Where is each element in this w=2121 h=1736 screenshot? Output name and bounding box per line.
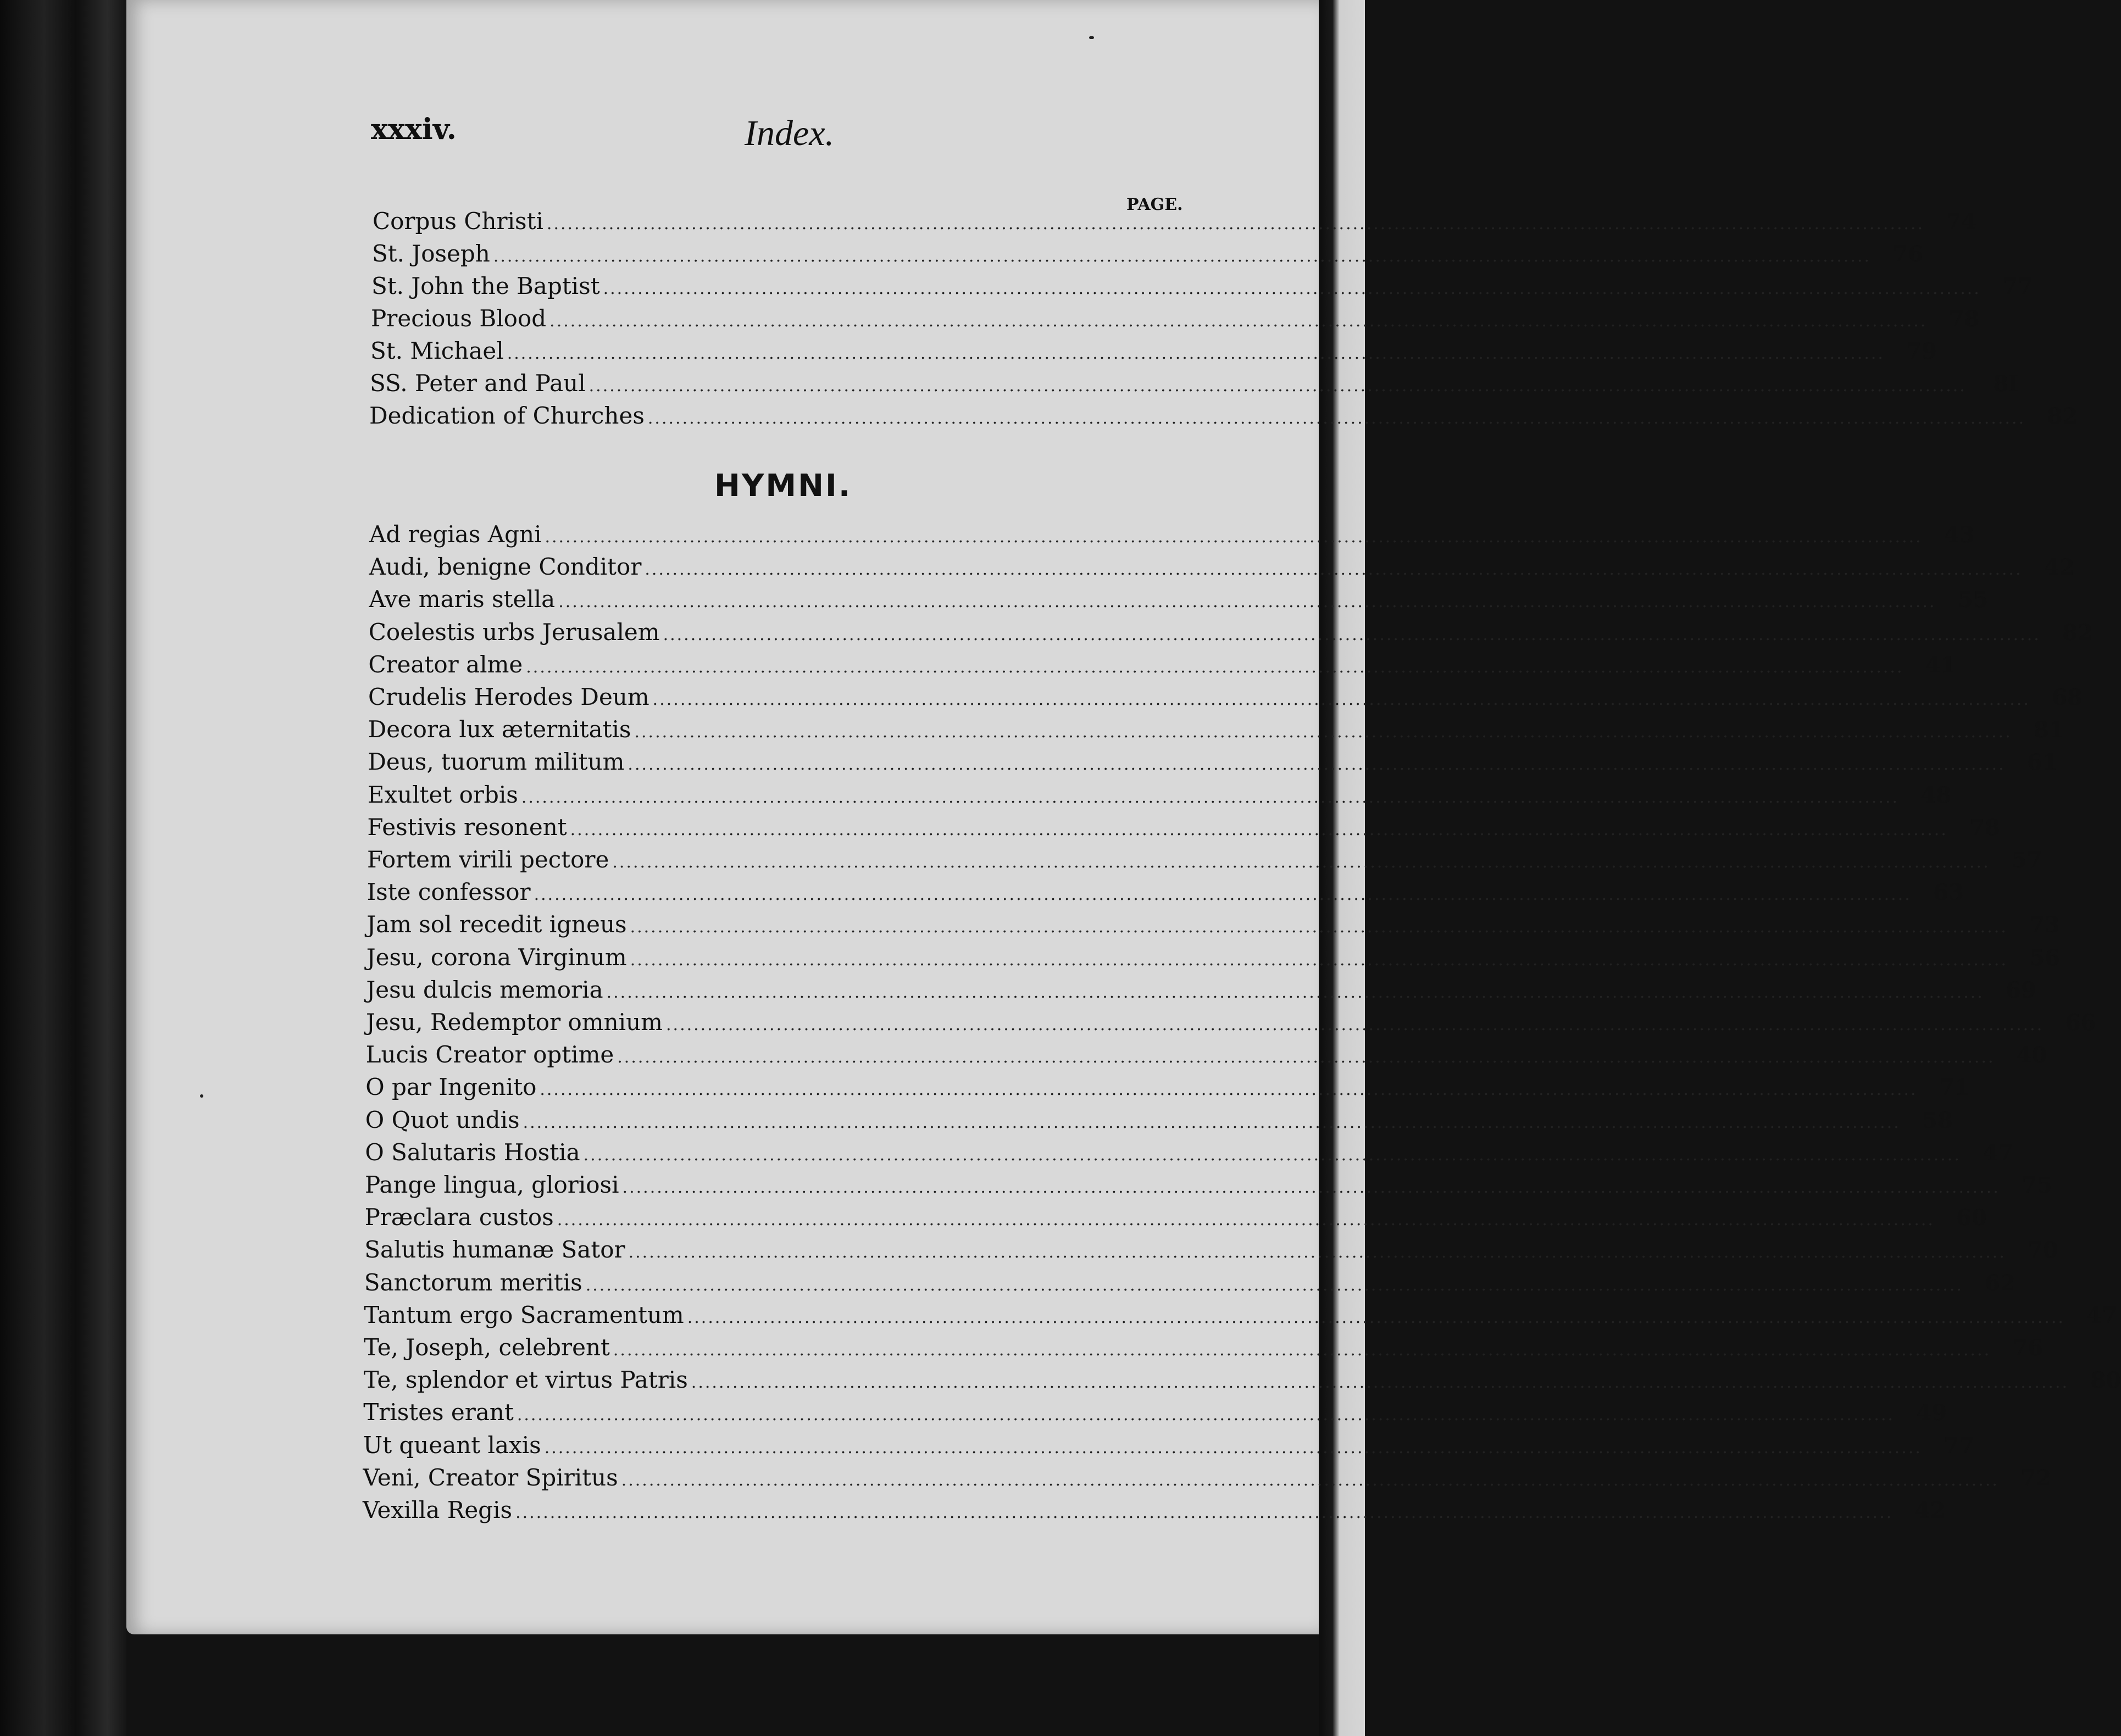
entry-page-number: 47 <box>1983 1139 2013 1166</box>
entry-title: Iste confessor <box>367 878 531 906</box>
index-entry <box>371 272 2033 305</box>
dot-leader: ........................................................................................................................................................................................................ <box>666 1015 2044 1034</box>
entry-title: Dedication of Churches <box>369 402 645 429</box>
entry-page-number: 79 <box>1906 338 1937 364</box>
entry-title: Lucis Creator optime <box>365 1041 614 1069</box>
hymni-heading: HYMNI. <box>714 468 852 504</box>
index-entry <box>366 943 2060 977</box>
entry-page-number: 48 <box>1920 782 1952 808</box>
index-entry <box>365 1138 2013 1172</box>
entry-page-number: 69 <box>2006 977 2036 1003</box>
index-entry <box>364 1301 2117 1334</box>
dot-leader: ........................................................................................................................................................................................................ <box>621 1470 1999 1490</box>
entry-page-number: 78 <box>1969 814 2000 841</box>
entry-page-number: 72 <box>2020 1465 2051 1491</box>
entry-title: Deus, tuorum militum <box>368 748 625 776</box>
entry-title: Vexilla Regis <box>363 1496 513 1523</box>
entry-title: Exultet orbis <box>367 781 518 808</box>
index-entry <box>371 305 1980 338</box>
dot-leader: ........................................................................................................................................................................................................ <box>645 560 2023 580</box>
index-entry <box>365 1041 2047 1074</box>
entry-page-number: 40 <box>2016 1042 2047 1069</box>
entry-page-number: 74 <box>1946 209 1977 235</box>
entry-title: Jam sol recedit igneus <box>367 911 627 938</box>
dot-leader: ........................................................................................................................................................................................................ <box>663 625 2041 644</box>
entry-page-number: 57 <box>2011 847 2042 873</box>
index-entry <box>363 1464 2051 1497</box>
dot-leader: ........................................................................................................................................................................................................ <box>507 344 1885 363</box>
entry-title: Fortem virili pectore <box>367 846 609 873</box>
entry-page-number: 43 <box>1944 522 1975 548</box>
entry-title: Precious Blood <box>371 305 547 332</box>
dot-leader: ........................................................................................................................................................................................................ <box>493 247 1872 266</box>
dot-leader: ........................................................................................................................................................................................................ <box>544 1438 1922 1457</box>
entry-title: Te, splendor et virtus Patris <box>363 1366 688 1394</box>
entry-title: Jesu, corona Virginum <box>366 943 627 971</box>
dot-leader: ........................................................................................................................................................................................................ <box>545 527 1923 547</box>
print-speck <box>1089 36 1094 39</box>
entry-title: Salutis humanæ Sator <box>364 1236 625 1264</box>
folio-number: xxxiv. <box>371 113 457 146</box>
entry-title: St. Michael <box>370 337 504 364</box>
entry-page-number: 42 <box>2044 554 2075 581</box>
entry-title: Corpus Christi <box>373 208 543 235</box>
index-entry <box>365 1106 1953 1139</box>
dot-leader: ........................................................................................................................................................................................................ <box>521 787 1900 807</box>
dot-leader: ........................................................................................................................................................................................................ <box>526 657 1904 677</box>
index-entry <box>363 1496 1946 1529</box>
index-entry <box>363 1366 2121 1399</box>
index-entry <box>367 813 2000 847</box>
entry-page-number: 81 <box>2034 717 2064 743</box>
entry-page-number: 68 <box>2052 685 2083 710</box>
entry-page-number: 70 <box>2028 1237 2058 1264</box>
entry-page-number: 42 <box>1914 1498 1946 1523</box>
dot-leader: ........................................................................................................................................................................................................ <box>517 1405 1895 1425</box>
dot-leader: ........................................................................................................................................................................................................ <box>557 1210 1935 1230</box>
dot-leader: ........................................................................................................................................................................................................ <box>647 409 2026 428</box>
index-entry <box>369 553 2075 586</box>
dot-leader: ........................................................................................................................................................................................................ <box>630 917 2008 937</box>
page-header <box>371 113 1190 162</box>
entry-title: Jesu, Redemptor omnium <box>366 1009 663 1036</box>
entry-page-number: 76 <box>2012 1335 2044 1361</box>
entry-page-number: 47 <box>2086 1302 2117 1328</box>
index-entry <box>369 586 1989 619</box>
entry-page-number: 61 <box>2026 749 2058 776</box>
entry-title: Audi, benigne Conditor <box>369 553 642 581</box>
index-entry <box>366 976 2036 1009</box>
index-entry <box>363 1431 1974 1465</box>
index-entry <box>364 1268 2015 1302</box>
entry-title: St. Joseph <box>372 240 490 267</box>
dot-leader: ........................................................................................................................................................................................................ <box>634 722 2012 742</box>
book-binding <box>0 0 126 1736</box>
entry-page-number: 66 <box>2065 1010 2096 1036</box>
entry-title: Ave maris stella <box>369 586 556 613</box>
index-entry <box>366 1009 2096 1042</box>
dot-leader: ........................................................................................................................................................................................................ <box>570 820 1948 839</box>
entry-title: St. John the Baptist <box>371 272 600 299</box>
entry-page-number: 58 <box>1922 1107 1953 1133</box>
entry-title: SS. Peter and Paul <box>370 370 586 397</box>
entry-page-number: 55 <box>1957 587 1989 613</box>
index-entry <box>368 716 2064 749</box>
entry-page-number: 41 <box>1925 652 1956 678</box>
entry-title: Veni, Creator Spiritus <box>363 1464 618 1491</box>
entry-title: Tristes erant <box>363 1399 514 1426</box>
dot-leader: ........................................................................................................................................................................................................ <box>630 950 2008 970</box>
dot-leader: ........................................................................................................................................................................................................ <box>523 1112 1901 1132</box>
index-entry <box>367 911 2060 944</box>
index-entry <box>365 1073 1970 1106</box>
entry-title: O par Ingenito <box>365 1073 537 1101</box>
entry-title: Præclara custos <box>364 1204 554 1231</box>
entry-page-number: 76 <box>1892 241 1924 267</box>
entry-page-number: 60 <box>1956 1205 1987 1231</box>
entry-title: Tantum ergo Sacramentum <box>364 1301 684 1328</box>
index-entry <box>364 1236 2058 1269</box>
entry-page-number: 78 <box>1948 306 1980 332</box>
index-entry <box>372 240 1924 273</box>
index-entry <box>373 208 1977 241</box>
dot-leader: ........................................................................................................................................................................................................ <box>622 1178 2000 1197</box>
index-entry <box>368 748 2058 781</box>
index-entry <box>368 683 2083 716</box>
dot-leader: ........................................................................................................................................................................................................ <box>558 592 1936 612</box>
dot-leader: ........................................................................................................................................................................................................ <box>612 853 1990 872</box>
index-entry <box>369 402 2078 435</box>
entry-title: Ad regias Agni <box>369 521 542 548</box>
dot-leader: ........................................................................................................................................................................................................ <box>540 1080 1918 1100</box>
dot-leader: ........................................................................................................................................................................................................ <box>546 214 1925 233</box>
page-column-label: PAGE. <box>1126 195 1183 214</box>
dot-leader: ........................................................................................................................................................................................................ <box>515 1503 1894 1522</box>
index-entry <box>367 878 1964 911</box>
index-entry <box>364 1334 2044 1367</box>
dot-leader: ........................................................................................................................................................................................................ <box>588 376 1967 396</box>
entry-page-number: 71 <box>1939 1075 1970 1101</box>
running-head: Index. <box>745 113 835 153</box>
entry-page-number: 82 <box>2047 403 2078 429</box>
entry-page-number: 63 <box>1933 880 1964 906</box>
index-entry <box>365 1171 2052 1204</box>
index-entry <box>367 781 1952 814</box>
entry-title: Crudelis Herodes Deum <box>368 683 649 710</box>
index-entry <box>363 1399 1947 1432</box>
entry-title: Festivis resonent <box>367 813 567 841</box>
dot-leader: ........................................................................................................................................................................................................ <box>691 1373 2069 1393</box>
index-entry <box>368 618 2093 652</box>
dot-leader: ........................................................................................................................................................................................................ <box>628 1243 2006 1262</box>
entry-page-number: 75 <box>2022 1172 2052 1198</box>
entry-title: Sanctorum meritis <box>364 1268 582 1296</box>
dot-leader: ........................................................................................................................................................................................................ <box>585 1275 1963 1295</box>
index-entry <box>370 370 2019 403</box>
entry-page-number: 62 <box>1985 1270 2015 1296</box>
entry-title: Creator alme <box>368 650 523 678</box>
index-entry <box>370 337 1937 370</box>
index-entry <box>364 1204 1987 1237</box>
dot-leader: ........................................................................................................................................................................................................ <box>603 279 1981 298</box>
dot-leader: ........................................................................................................................................................................................................ <box>628 755 2006 775</box>
entry-page-number: 77 <box>1944 1432 1974 1459</box>
dot-leader: ........................................................................................................................................................................................................ <box>534 885 1912 905</box>
entry-title: Te, Joseph, celebrent <box>364 1334 610 1361</box>
entry-title: Coelestis urbs Jerusalem <box>368 618 660 646</box>
entry-title: Pange lingua, gloriosi <box>365 1171 619 1198</box>
entry-page-number: 49 <box>1916 1400 1947 1426</box>
entry-page-number: 77 <box>2002 274 2033 299</box>
dot-leader: ........................................................................................................................................................................................................ <box>617 1048 1995 1067</box>
entry-page-number: 73 <box>2029 912 2060 938</box>
entry-page-number: 82 <box>2062 619 2093 646</box>
dot-leader: ........................................................................................................................................................................................................ <box>549 311 1928 331</box>
print-speck <box>200 1094 203 1098</box>
entry-page-number: 56 <box>2029 944 2060 971</box>
index-entry <box>369 521 1975 554</box>
index-entry <box>367 846 2042 879</box>
entry-title: Jesu dulcis memoria <box>366 976 603 1003</box>
dot-leader: ........................................................................................................................................................................................................ <box>652 690 2030 709</box>
dot-leader: ........................................................................................................................................................................................................ <box>606 982 1984 1002</box>
entry-title: Decora lux æternitatis <box>368 716 631 743</box>
entry-title: O Quot undis <box>365 1106 520 1133</box>
index-entry <box>368 650 1956 684</box>
entry-title: Ut queant laxis <box>363 1431 541 1459</box>
entry-title: O Salutaris Hostia <box>365 1138 580 1166</box>
dot-leader: ........................................................................................................................................................................................................ <box>613 1340 1991 1360</box>
dot-leader: ........................................................................................................................................................................................................ <box>583 1145 1961 1165</box>
entry-page-number: 80 <box>2090 1367 2121 1394</box>
dot-leader: ........................................................................................................................................................................................................ <box>687 1307 2065 1327</box>
entry-page-number: 8I <box>1993 371 2019 397</box>
